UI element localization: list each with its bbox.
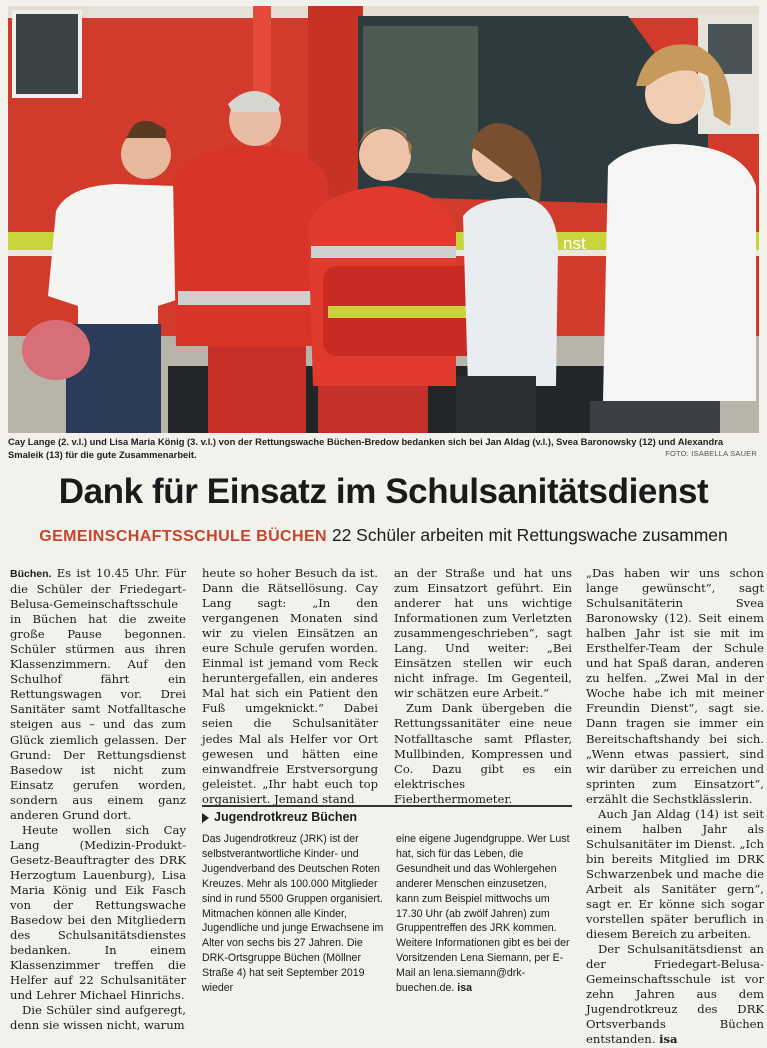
subhead-kicker: GEMEINSCHAFTSSCHULE BÜCHEN [39, 528, 327, 545]
photo-illustration [8, 6, 759, 433]
article-column-2 [202, 566, 378, 807]
paragraph: „Das haben wir uns schon lange gewünscht“, sagt Schulsanitäterin Svea Baronowsky (12). Seit einem halben Jahr ist sie mit im Ersthelfer-Team der Schule und hat Spaß daran, anderen zu helfen. „Zwei Mal in der Woche habe ich mit meiner Freundin Dienst“, sagt sie. Dann tragen sie immer ein Bereitschaftshandy bei sich. „Wenn etwas passiert, sind wir darüber zu erreichen und sprinten zum Einsatzort“, erzählt die Sechstklässlerin. [586, 566, 764, 806]
article-column-4 [586, 566, 764, 1048]
paragraph-text: Der Schulsanitätsdienst an der Friedegart-Belusa-Gemeinschaftsschule ist vor zehn Jahren aus dem Jugendrotkreuz des DRK Ortsverbands Büchen entstanden. [586, 942, 764, 1047]
subhead-text: 22 Schüler arbeiten mit Rettungswache zusammen [331, 525, 728, 545]
vehicle-lettering: nst [563, 234, 586, 253]
photo-caption: Cay Lange (2. v.l.) und Lisa Maria König (3. v.l.) von der Rettungswache Büchen-Bredow bedanken sich bei Jan Aldag (v.l.), Svea Baronowsky (12) und Alexandra Smaleik (13) für die gute Zusammenarbeit. [8, 436, 724, 460]
article-photo [8, 6, 759, 433]
article-column-3 [394, 566, 572, 807]
paragraph [10, 566, 186, 823]
info-box-header [202, 805, 572, 824]
info-box-text: eine eigene Jugendgruppe. Wer Lust hat, sich für das Leben, die Gesundheit und das Wohlergehen anderer Menschen einzusetzen, kann zum Beispiel mittwochs um 17.30 Uhr (ab zwölf Jahren) zum Gruppentreffen des JRK kommen. Weitere Informationen gibt es bei der Vorsitzenden Lena Siemann, per E-Mail an lena.siemann@drk-buechen.de. [396, 833, 570, 995]
paragraph: an der Straße und hat uns zum Einsatzort geführt. Ein anderer hat uns wichtige Informationen zum Verletzten zusammengeschrieben“, sagt Lang. Und weiter: „Bei Einsätzen stellen wir euch nicht infrage. Im Gegenteil, wir schätzen eure Arbeit.“ [394, 566, 572, 701]
info-box-column-2 [396, 832, 572, 996]
paragraph: heute so hoher Besuch da ist. Dann die Rätsellösung. Cay Lang sagt: „In den vergangenen Monaten sind wir zu vielen Einsätzen an eure Schule gerufen worden. Einmal ist jemand vom Reck heruntergefallen, ein anderes Mal hat sich ein Patient den Fuß umgeknickt.“ Dabei seien die Schulsanitäter jedes Mal als Helfer vor Ort gewesen und hätten eine einwandfreie Erstversorgung geleistet. „Ihr habt euch top organisiert. Jemand stand [202, 566, 378, 806]
article-column-1 [10, 566, 186, 1033]
paragraph: Die Schüler sind aufgeregt, denn sie wissen nicht, warum [10, 1003, 186, 1033]
photo-credit: FOTO: ISABELLA SAUER [665, 449, 757, 458]
dateline: Büchen. [10, 568, 52, 580]
info-box [202, 805, 572, 995]
paragraph [586, 942, 764, 1047]
author-signature: isa [659, 1032, 678, 1047]
paragraph: Zum Dank übergeben die Rettungssanitäter eine neue Notfalltasche samt Pflaster, Mullbinden, Kompressen und Co. Dazu gibt es ein elektrisches Fieberthermometer. [394, 701, 572, 806]
paragraph-text: Es ist 10.45 Uhr. Für die Schüler der Friedegart-Belusa-Gemeinschaftsschule in Büchen hat die zweite große Pause begonnen. Schüler stürmen aus ihren Klassenzimmern. Auf den Schulhof fährt ein Rettungswagen vor. Drei Sanitäter samt Notfalltasche steigen aus – und das zum Glück ziemlich gelassen. Der Grund: Der Rettungsdienst Basedow ist nicht zum Einsatz gerufen worden, sondern aus einem ganz anderen Grund dort. [10, 566, 187, 822]
subhead [8, 525, 759, 546]
info-box-signature: isa [457, 982, 473, 995]
info-box-column-1: Das Jugendrotkreuz (JRK) ist der selbstverantwortliche Kinder- und Jugendverband des Deutschen Roten Kreuzes. Mehr als 100.000 Mitglieder sind in rund 5500 Gruppen organisiert. Mitmachen können alle Kinder, Jugendliche und junge Erwachsene im Alter von sechs bis 27 Jahren. Die DRK-Ortsgruppe Büchen (Möllner Straße 4) hat seit September 2019 wieder [202, 833, 384, 995]
paragraph: Heute wollen sich Cay Lang (Medizin-Produkt-Gesetz-Beauftragter des DRK Herzogtum Lauenburg), Lisa Maria König und Eik Fasch von der Rettungswache Basedow bei den Mitgliedern des Schulsanitätsdienstes bedanken. In einem Klassenzimmer treffen die Helfer auf 22 Schulsanitäter und Lehrer Michael Hinrichs. [10, 822, 186, 1003]
info-box-title: Jugendrotkreuz Büchen [214, 810, 358, 824]
paragraph: Auch Jan Aldag (14) ist seit einem halben Jahr als Schulsanitäter im Dienst. „Ich bin bereits Mitglied im DRK Schwarzenbek und mache die Arbeit als Sanitäter gern“, sagt er. Er könne sich sogar vorstellen später beruflich in diesem Bereich zu arbeiten. [586, 806, 764, 942]
triangle-bullet-icon [202, 813, 209, 823]
headline: Dank für Einsatz im Schulsanitätsdienst [58, 472, 709, 511]
